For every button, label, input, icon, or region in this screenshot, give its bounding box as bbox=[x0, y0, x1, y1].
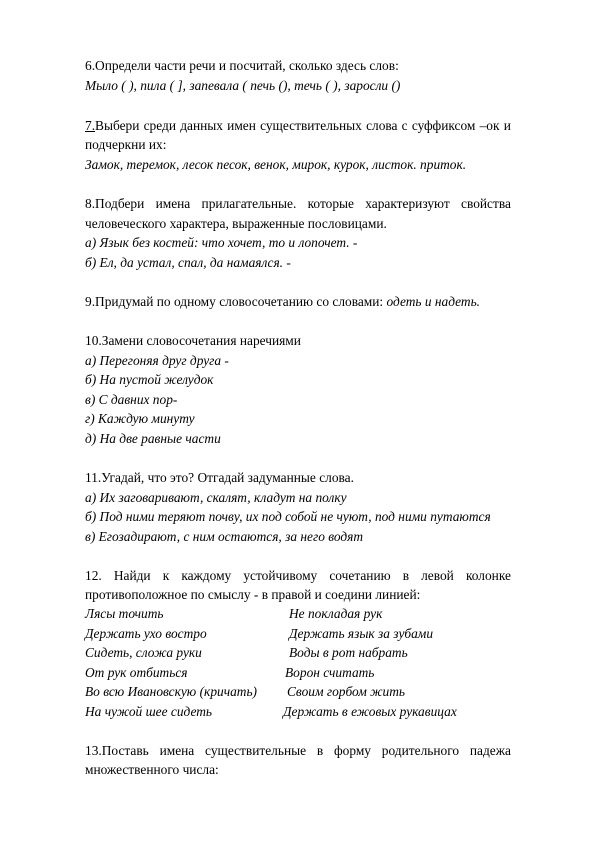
task-7-word: –ок bbox=[479, 118, 500, 133]
task-13-word: падежа bbox=[469, 743, 511, 758]
phrase-right: Держать язык за зубами bbox=[289, 626, 434, 641]
task-11-item-b: б) Под ними теряют почву, их под собой не чуют, под ними путаются bbox=[85, 509, 491, 524]
task-8-word: свойства bbox=[461, 196, 511, 211]
task-7-word: и bbox=[503, 118, 511, 133]
phrase-right: Ворон считать bbox=[285, 665, 375, 680]
phrase-left: От рук отбиться bbox=[85, 665, 188, 680]
task-7-words: Замок, теремок, лесок песок, венок, мирок, курок, листок. приток. bbox=[85, 157, 467, 172]
task-13-word: в bbox=[316, 743, 324, 758]
task-13-word: 13.Поставь bbox=[85, 743, 149, 758]
task-12-word: колонке bbox=[465, 568, 511, 583]
task-8-word: прилагательные. bbox=[201, 196, 297, 211]
task-12-line-2: противоположное по смыслу - в правой и соедини линией: bbox=[85, 587, 421, 602]
task-13-word: родительного bbox=[381, 743, 460, 758]
task-12-word: в bbox=[402, 568, 410, 583]
task-7-line-2: подчеркни их: bbox=[85, 137, 167, 152]
task-8-line-1 bbox=[85, 196, 511, 212]
task-13-word: существительные bbox=[205, 743, 307, 758]
task-7-word: слова bbox=[366, 118, 398, 133]
task-10-item-e: д) На две равные части bbox=[85, 431, 221, 446]
task-9-words: одеть и надеть. bbox=[386, 294, 481, 309]
task-8-word: которые bbox=[307, 196, 354, 211]
task-10-item-a: а) Перегоняя друг друга - bbox=[85, 353, 229, 368]
task-12-word: сочетанию bbox=[329, 568, 391, 583]
phrase-left: Во всю Ивановскую (кричать) bbox=[85, 684, 258, 699]
task-8-word: 8.Подбери bbox=[85, 196, 145, 211]
task-12-word: левой bbox=[421, 568, 454, 583]
task-12-word: устойчивому bbox=[243, 568, 318, 583]
task-7-word: среди bbox=[143, 118, 176, 133]
phrase-left: На чужой шее сидеть bbox=[85, 704, 213, 719]
task-7-word: с bbox=[401, 118, 408, 133]
phrase-right: Не покладая рук bbox=[289, 606, 383, 621]
task-7-word: существительных bbox=[260, 118, 362, 133]
task-10-item-b: б) На пустой желудок bbox=[85, 372, 214, 387]
task-8-item-b: б) Ел, да устал, спал, да намаялся. - bbox=[85, 255, 291, 270]
task-8-line-2: человеческого характера, выраженные пословицами. bbox=[85, 216, 387, 231]
task-7-word: Выбери bbox=[95, 118, 140, 133]
task-12-line-1 bbox=[85, 568, 511, 584]
phrase-right: Воды в рот набрать bbox=[289, 645, 408, 660]
task-7-word: имен bbox=[227, 118, 256, 133]
task-13-line-2: множественного числа: bbox=[85, 762, 219, 777]
phrase-left: Сидеть, сложа руки bbox=[85, 645, 202, 660]
task-6-words: Мыло ( ), пила ( ], запевала ( печь (), течь ( ), заросли () bbox=[85, 78, 401, 93]
task-11-title: 11.Угадай, что это? Отгадай задуманные слова. bbox=[85, 470, 354, 485]
task-7-line-1 bbox=[85, 118, 511, 134]
task-6-title: 6.Определи части речи и посчитай, сколько здесь слов: bbox=[85, 58, 399, 73]
task-9 bbox=[85, 294, 480, 310]
phrase-left: Лясы точить bbox=[85, 606, 164, 621]
task-7-word: данных bbox=[180, 118, 223, 133]
task-13-line-1 bbox=[85, 743, 511, 759]
task-8-word: характеризуют bbox=[365, 196, 450, 211]
task-12-word: к bbox=[162, 568, 170, 583]
task-11-item-c: в) Егозадирают, с ним остаются, за него водят bbox=[85, 529, 364, 544]
task-12-word: 12. bbox=[85, 568, 102, 583]
phrase-right: Держать в ежовых рукавицах bbox=[283, 704, 457, 719]
task-12-word: Найди bbox=[113, 568, 151, 583]
task-9-text: 9.Придумай по одному словосочетанию со словами: bbox=[85, 294, 387, 309]
phrase-right: Своим горбом жить bbox=[287, 684, 406, 699]
task-8-item-a: а) Язык без костей: что хочет, то и лопочет. - bbox=[85, 235, 358, 250]
task-11-item-a: а) Их заговаривают, скалят, кладут на полку bbox=[85, 490, 347, 505]
task-7-number: 7. bbox=[85, 118, 96, 133]
task-13-word: имена bbox=[159, 743, 195, 758]
task-8-word: имена bbox=[155, 196, 191, 211]
task-10-item-c: в) С давних пор- bbox=[85, 392, 178, 407]
phrase-left: Держать ухо востро bbox=[85, 626, 207, 641]
task-10-title: 10.Замени словосочетания наречиями bbox=[85, 333, 301, 348]
task-12-word: каждому bbox=[181, 568, 232, 583]
task-13-word: форму bbox=[333, 743, 372, 758]
task-10-item-d: г) Каждую минуту bbox=[85, 411, 195, 426]
task-7-word: суффиксом bbox=[411, 118, 476, 133]
